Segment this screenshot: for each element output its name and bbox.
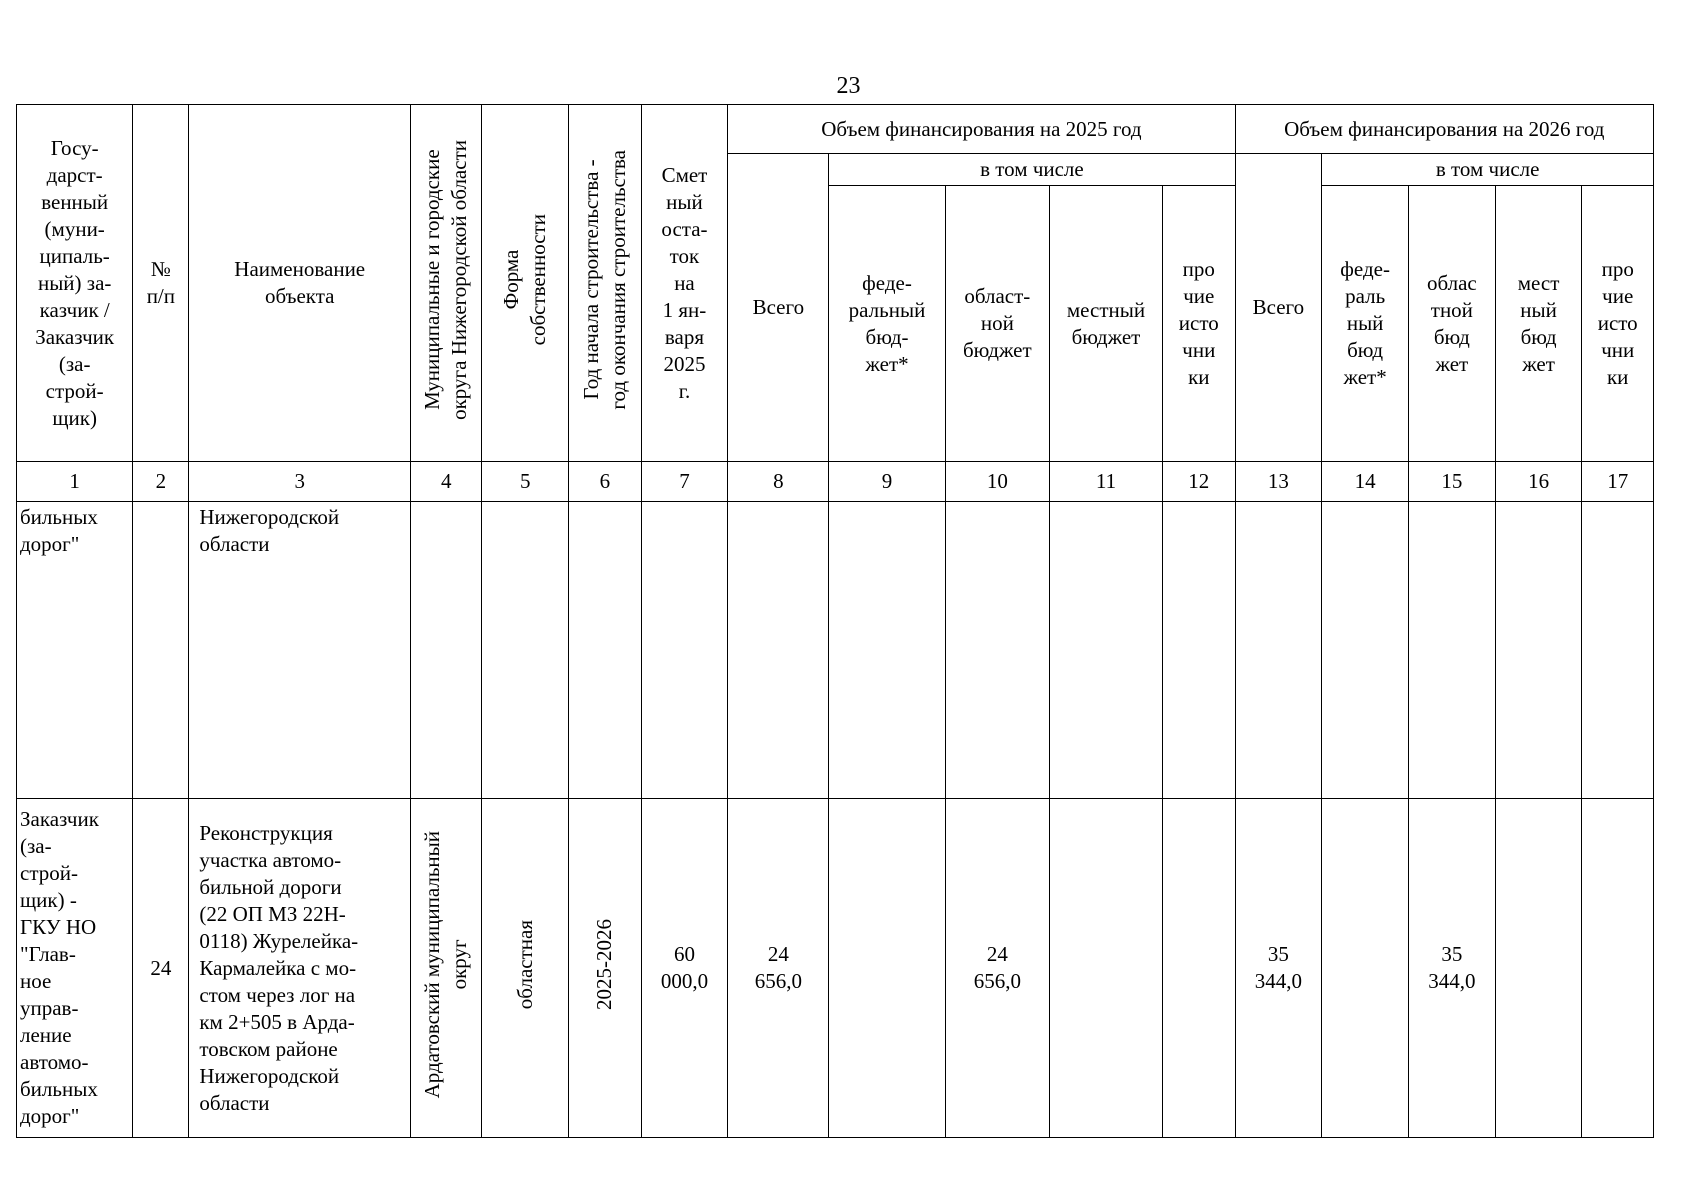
column-number: 15 <box>1408 462 1495 502</box>
header-federal-2026: феде- раль ный бюд жет* <box>1322 186 1409 462</box>
row-object-name: Реконструкция участка автомо- бильной дороги (22 ОП МЗ 22Н- 0118) Журелейка- Кармалейка с мо- стом через лог на км 2+505 в Арда- товском районе Нижегородской области <box>189 799 411 1138</box>
header-balance: Смет ный оста- ток на 1 ян- варя 2025 г. <box>641 105 728 462</box>
column-number: 5 <box>482 462 569 502</box>
header-total-2026: Всего <box>1235 154 1322 462</box>
column-number: 9 <box>829 462 945 502</box>
continuation-object-name: Нижегородской области <box>189 502 411 799</box>
row-years-cell <box>569 799 641 1138</box>
header-regional-2025: област- ной бюджет <box>945 186 1049 462</box>
row-other-2025 <box>1163 799 1236 1138</box>
header-including-2025: в том числе <box>829 154 1235 186</box>
table-cell <box>1495 502 1582 799</box>
table-cell <box>1322 502 1409 799</box>
table-cell <box>728 502 829 799</box>
table-cell <box>133 502 189 799</box>
header-years: Год начала строительства - год окончания строительства <box>578 149 630 410</box>
row-regional-2025: 24 656,0 <box>945 799 1049 1138</box>
column-number-row <box>17 462 1654 502</box>
row-total-2026: 35 344,0 <box>1235 799 1322 1138</box>
row-balance: 60 000,0 <box>641 799 728 1138</box>
header-federal-2025: феде- ральный бюд- жет* <box>829 186 945 462</box>
row-local-2026 <box>1495 799 1582 1138</box>
column-number: 10 <box>945 462 1049 502</box>
row-regional-2026: 35 344,0 <box>1408 799 1495 1138</box>
page-number: 23 <box>836 73 861 99</box>
header-total-2025: Всего <box>728 154 829 462</box>
row-district: Ардатовский муниципальный округ <box>420 830 472 1099</box>
header-customer: Госу- дарст- венный (муни- ципаль- ный) за- казчик / Заказчик (за- строй- щик) <box>17 105 133 462</box>
column-number: 6 <box>569 462 641 502</box>
table-row-24 <box>17 799 1654 1138</box>
table-cell <box>569 502 641 799</box>
column-number: 3 <box>189 462 411 502</box>
header-regional-2026: облас тной бюд жет <box>1408 186 1495 462</box>
header-district: Муниципальные и городские округа Нижегородской области <box>420 139 472 420</box>
column-number: 17 <box>1582 462 1654 502</box>
investment-table <box>16 104 1654 1138</box>
header-other-2026: про чие исто чни ки <box>1582 186 1654 462</box>
row-customer: Заказчик (за- строй- щик) - ГКУ НО "Глав- ное управ- ление автомо- бильных дорог" <box>17 799 133 1138</box>
table-cell <box>1582 502 1654 799</box>
row-ownership: областная <box>512 919 537 1010</box>
table-cell <box>411 502 482 799</box>
table-cell <box>641 502 728 799</box>
header-funding-2025: Объем финансирования на 2025 год <box>728 105 1235 154</box>
header-row-1 <box>17 105 1654 154</box>
continuation-row <box>17 502 1654 799</box>
row-local-2025 <box>1049 799 1162 1138</box>
header-district-cell <box>411 105 482 462</box>
table-cell <box>1235 502 1322 799</box>
table-cell <box>482 502 569 799</box>
header-other-2025: про чие исто чни ки <box>1163 186 1236 462</box>
header-including-2026: в том числе <box>1322 154 1654 186</box>
header-number: № п/п <box>133 105 189 462</box>
table-cell <box>945 502 1049 799</box>
row-district-cell <box>411 799 482 1138</box>
table-cell <box>829 502 945 799</box>
header-years-cell <box>569 105 641 462</box>
header-ownership-cell <box>482 105 569 462</box>
column-number: 13 <box>1235 462 1322 502</box>
row-other-2026 <box>1582 799 1654 1138</box>
row-number: 24 <box>133 799 189 1138</box>
header-object-name: Наименование объекта <box>189 105 411 462</box>
column-number: 7 <box>641 462 728 502</box>
column-number: 16 <box>1495 462 1582 502</box>
row-years: 2025-2026 <box>592 919 617 1010</box>
row-federal-2025 <box>829 799 945 1138</box>
row-ownership-cell <box>482 799 569 1138</box>
column-number: 2 <box>133 462 189 502</box>
column-number: 14 <box>1322 462 1409 502</box>
column-number: 8 <box>728 462 829 502</box>
table-cell <box>1049 502 1162 799</box>
column-number: 4 <box>411 462 482 502</box>
row-federal-2026 <box>1322 799 1409 1138</box>
continuation-customer: бильных дорог" <box>17 502 133 799</box>
column-number: 11 <box>1049 462 1162 502</box>
row-total-2025: 24 656,0 <box>728 799 829 1138</box>
column-number: 1 <box>17 462 133 502</box>
header-ownership: Форма собственности <box>499 213 551 346</box>
header-funding-2026: Объем финансирования на 2026 год <box>1235 105 1653 154</box>
table-cell <box>1163 502 1236 799</box>
column-number: 12 <box>1163 462 1236 502</box>
header-local-2025: местный бюджет <box>1049 186 1162 462</box>
header-local-2026: мест ный бюд жет <box>1495 186 1582 462</box>
table-cell <box>1408 502 1495 799</box>
